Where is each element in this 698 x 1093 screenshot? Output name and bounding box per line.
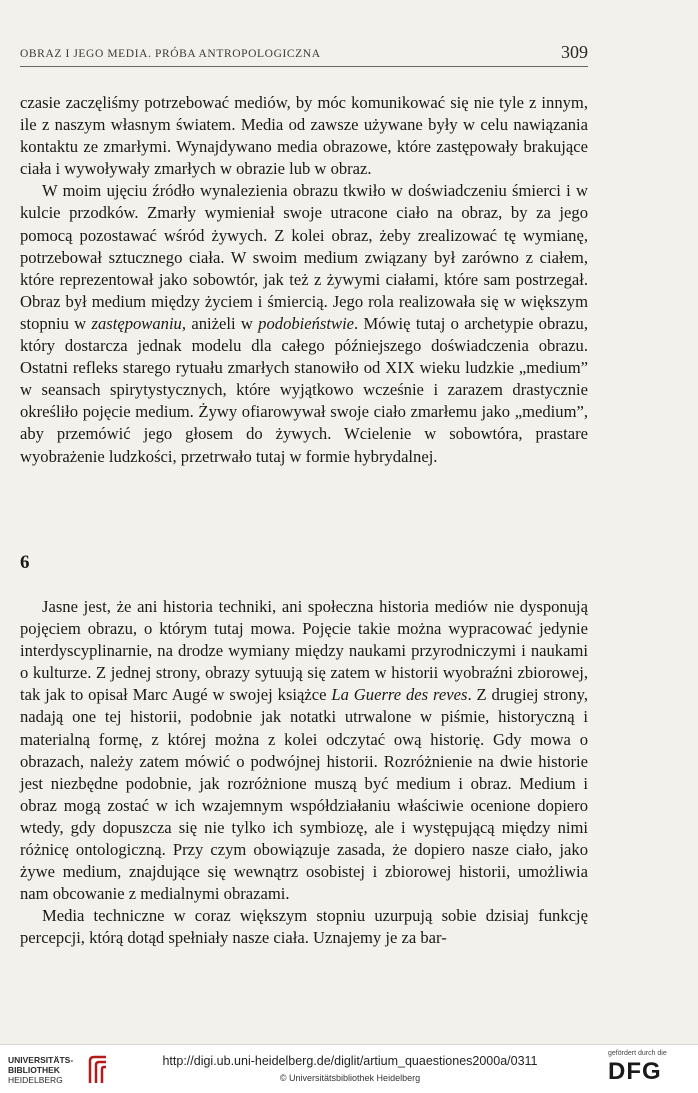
logo-line: BIBLIOTHEK xyxy=(8,1065,60,1075)
section-2-text xyxy=(20,596,588,950)
library-logo[interactable] xyxy=(8,1055,128,1087)
page-number: 309 xyxy=(561,42,588,62)
text-run: , aniżeli w xyxy=(181,313,259,333)
text-run: . Z drugiej strony, nadają one tej historii, podobnie jak notatki utrwalone w piśmie, historyczną i materialną formę, z której można z kolei odczytać ową historię. Gdy mowa o obrazach, należy zatem mówić o podwójnej historii. Rozróżnienie na dwie historie jest niezbędne podobnie, jak rozróżnione muszą być medium i obraz. Medium i obraz mogą zostać w ich wzajemnym współdziałaniu właściwie ocenione dopiero wtedy, gdy dopuszcza się nie tylko ich symbiozę, ale i występującą między nimi różnicę ontologiczną. Przy czym obowiązuje zasada, że dopiero nasze ciało, jako żywe medium, znajdujące się wewnątrz osobistej i zbiorowej historii, umożliwia nam obcowanie z medialnymi obrazami. xyxy=(20,685,588,904)
text-run: Jasne jest, że ani historia techniki, ani społeczna historia mediów nie dysponują pojęciem obrazu, o którym tutaj mowa. Pojęcie takie można wypracować jedynie interdyscyplinarnie, na drodze wymiany między naukami przyrodniczymi i naukami o kulturze. Z jednej strony, obrazy sytuują się zatem w historii wyobraźni zbiorowej, tak jak to opisał Marc Augé w swojej książce xyxy=(20,597,588,705)
permalink-url[interactable]: http://digi.ub.uni-heidelberg.de/diglit/artium_quaestiones2000a/0311 xyxy=(162,1054,538,1068)
dfg-logo[interactable] xyxy=(608,1050,686,1090)
paragraph xyxy=(20,596,588,905)
paragraph: czasie zaczęliśmy potrzebować mediów, by móc komunikować się nie tyle z innym, ile z naszym własnym światem. Media od zawsze używane były w celu nawiązania kontaktu ze zmarłymi. Wynajdywano media obrazowe, które zastępowały brakujące ciała i wywoływały zmarłych w obrazie lub w obraz. xyxy=(20,93,588,179)
italic-term: zastępowaniu xyxy=(91,313,182,333)
header-rule xyxy=(20,66,588,67)
italic-book-title: La Guerre des reves xyxy=(331,685,468,705)
section-number: 6 xyxy=(20,552,30,573)
logo-line: HEIDELBERG xyxy=(8,1075,63,1085)
section-1-text xyxy=(20,92,588,468)
italic-term: podobieństwie xyxy=(258,313,355,333)
paragraph xyxy=(20,180,588,467)
running-title: OBRAZ I JEGO MEDIA. PRÓBA ANTROPOLOGICZNA xyxy=(20,48,321,60)
logo-line: UNIVERSITÄTS- xyxy=(8,1055,74,1065)
library-emblem-icon xyxy=(86,1055,110,1085)
funder-name: DFG xyxy=(608,1058,662,1085)
library-logo-text xyxy=(8,1055,73,1085)
funding-label: gefördert durch die xyxy=(608,1050,667,1057)
digitization-footer xyxy=(0,1044,698,1093)
text-run: . Mówię tutaj o archetypie obrazu, który dostarcza jednak modelu dla całego późniejszego doświadczenia obrazu. Ostatni refleks starego rytuału zmarłych stanowiło od XIX wieku ludzkie „medium” w seansach spirytystycznych, które wyjątkowo wcześnie i zarazem drastycznie określiło pojęcie medium. Żywy ofiarowywał swoje ciało zmarłemu jako „medium”, aby przemówić jego głosem do żywych. Wcielenie w sobowtóra, prastare wyobrażenie ludzkości, przetrwało tutaj w formie hybrydalnej. xyxy=(20,313,588,466)
text-run: W moim ujęciu źródło wynalezienia obrazu tkwiło w doświadczeniu śmierci i w kulcie przodków. Zmarły wymieniał swoje utracone ciało na obraz, by za jego pomocą pozostawać wśród żywych. Z kolei obraz, żeby zrealizować tę wymianę, potrzebował sztucznego ciała. W swoim medium związany był zarówno z ciałem, które reprezentował jako sobowtór, jak też z żywymi ciałami, które sam postrzegał. Obraz był medium między życiem i śmiercią. Jego rola realizowała się w większym stopniu w xyxy=(20,181,588,333)
paragraph: Media techniczne w coraz większym stopniu uzurpują sobie dzisiaj funkcję percepcji, którą dotąd spełniały nasze ciała. Uznajemy je za bar- xyxy=(20,906,588,948)
copyright-notice: © Universitätsbibliothek Heidelberg xyxy=(279,1073,421,1083)
